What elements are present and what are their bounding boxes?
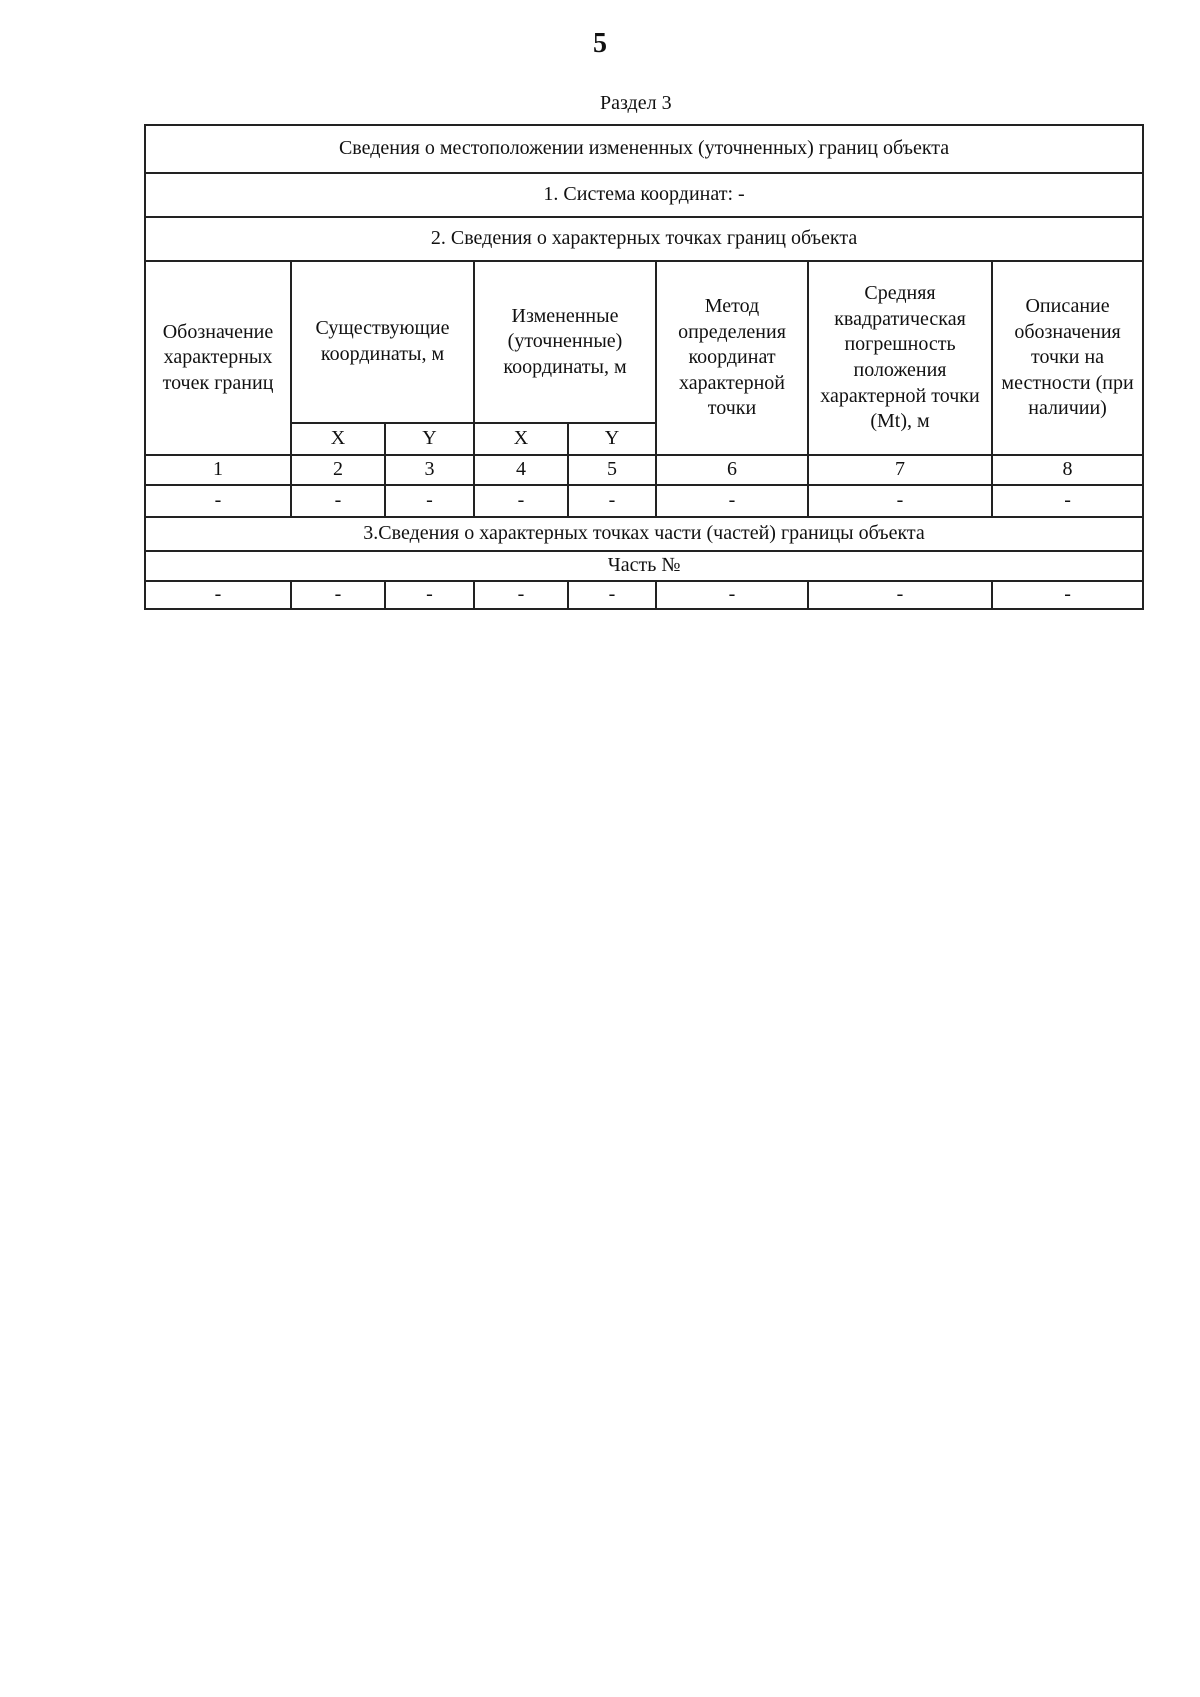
table-row [145, 581, 1143, 609]
part-number-label: Часть № [145, 551, 1143, 581]
table-cell: - [568, 581, 656, 609]
table-cell: - [808, 581, 992, 609]
section-label: Раздел 3 [600, 92, 672, 114]
header-y-changed: Y [568, 423, 656, 455]
header-error: Средняя квадратическая погрешность положения характерной точки (Mt), м [808, 261, 992, 455]
column-number: 1 [145, 455, 291, 485]
points-info: 2. Сведения о характерных точках границ объекта [145, 217, 1143, 261]
table-cell: - [992, 581, 1143, 609]
table-cell: - [291, 581, 385, 609]
header-row [145, 261, 1143, 423]
part-points-info-row [145, 517, 1143, 551]
table-cell: - [474, 581, 568, 609]
column-number: 7 [808, 455, 992, 485]
header-description: Описание обозначения точки на местности (при наличии) [992, 261, 1143, 455]
part-number-row [145, 551, 1143, 581]
header-method: Метод определения координат характерной точки [656, 261, 808, 455]
column-number: 8 [992, 455, 1143, 485]
coord-system-row [145, 173, 1143, 217]
table-cell: - [385, 581, 474, 609]
table-cell: - [145, 485, 291, 517]
coord-system: 1. Система координат: - [145, 173, 1143, 217]
table-cell: - [656, 485, 808, 517]
table-cell: - [474, 485, 568, 517]
table-cell: - [385, 485, 474, 517]
column-numbers-row [145, 455, 1143, 485]
table-cell: - [568, 485, 656, 517]
header-designation: Обозначение характерных точек границ [145, 261, 291, 455]
column-number: 4 [474, 455, 568, 485]
table-title-row [145, 125, 1143, 173]
page-number: 5 [593, 28, 607, 59]
part-points-info: 3.Сведения о характерных точках части (частей) границы объекта [145, 517, 1143, 551]
table-cell: - [992, 485, 1143, 517]
header-y-existing: Y [385, 423, 474, 455]
table-cell: - [656, 581, 808, 609]
table-cell: - [291, 485, 385, 517]
header-x-changed: X [474, 423, 568, 455]
column-number: 6 [656, 455, 808, 485]
column-number: 2 [291, 455, 385, 485]
column-number: 3 [385, 455, 474, 485]
table-cell: - [145, 581, 291, 609]
table-row [145, 485, 1143, 517]
column-number: 5 [568, 455, 656, 485]
header-x-existing: X [291, 423, 385, 455]
table-title: Сведения о местоположении измененных (уточненных) границ объекта [145, 125, 1143, 173]
header-changed-coords: Измененные (уточненные) координаты, м [474, 261, 656, 423]
boundary-table [144, 124, 1144, 610]
header-existing-coords: Существующие координаты, м [291, 261, 474, 423]
points-info-row [145, 217, 1143, 261]
table-cell: - [808, 485, 992, 517]
